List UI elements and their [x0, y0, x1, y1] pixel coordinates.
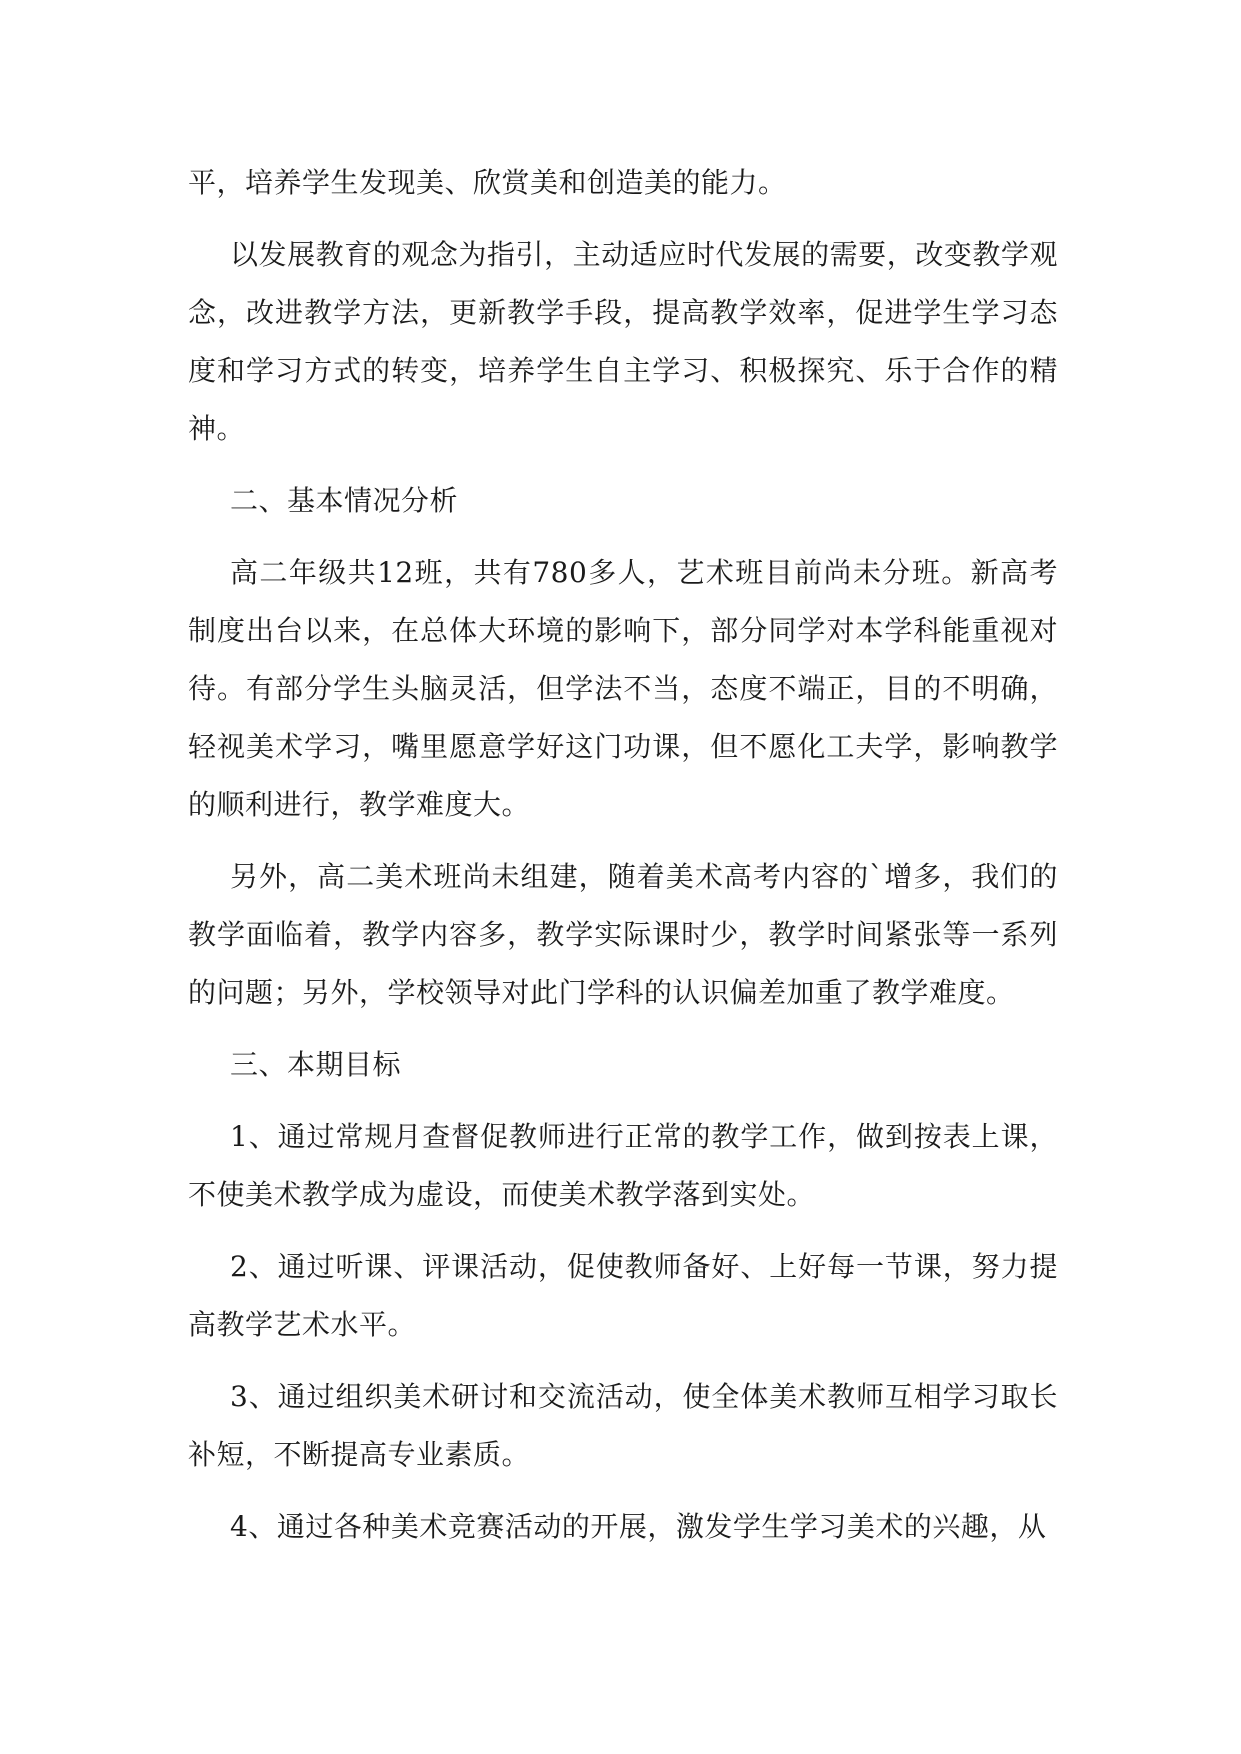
- section-heading-basic-analysis: 二、基本情况分析: [230, 484, 459, 517]
- document-body: [188, 154, 1058, 1570]
- paragraph-continuation: 平，培养学生发现美、欣赏美和创造美的能力。: [188, 166, 787, 199]
- section-heading-goals: 三、本期目标: [230, 1048, 402, 1081]
- goal-item-1: 1、通过常规月查督促教师进行正常的教学工作，做到按表上课，不使美术教学成为虚设，而使美术教学落到实处。: [188, 1120, 1058, 1211]
- paragraph-grade-overview: 高二年级共12班，共有780多人，艺术班目前尚未分班。新高考制度出台以来，在总体大环境的影响下，部分同学对本学科能重视对待。有部分学生头脑灵活，但学法不当，态度不端正，目的不明确，轻视美术学习，嘴里愿意学好这门功课，但不愿化工夫学，影响教学的顺利进行，教学难度大。: [188, 556, 1058, 821]
- goal-item-2: 2、通过听课、评课活动，促使教师备好、上好每一节课，努力提高教学艺术水平。: [188, 1250, 1058, 1341]
- goal-item-4: 4、通过各种美术竞赛活动的开展，激发学生学习美术的兴趣，从: [230, 1510, 1047, 1543]
- goal-item-3: 3、通过组织美术研讨和交流活动，使全体美术教师互相学习取长补短，不断提高专业素质。: [188, 1380, 1058, 1471]
- paragraph-teaching-philosophy: 以发展教育的观念为指引，主动适应时代发展的需要，改变教学观念，改进教学方法，更新教学手段，提高教学效率，促进学生学习态度和学习方式的转变，培养学生自主学习、积极探究、乐于合作的精神。: [188, 238, 1058, 445]
- paragraph-additional-issues: 另外，高二美术班尚未组建，随着美术高考内容的`增多，我们的教学面临着，教学内容多，教学实际课时少，教学时间紧张等一系列的问题；另外，学校领导对此门学科的认识偏差加重了教学难度。: [188, 860, 1058, 1009]
